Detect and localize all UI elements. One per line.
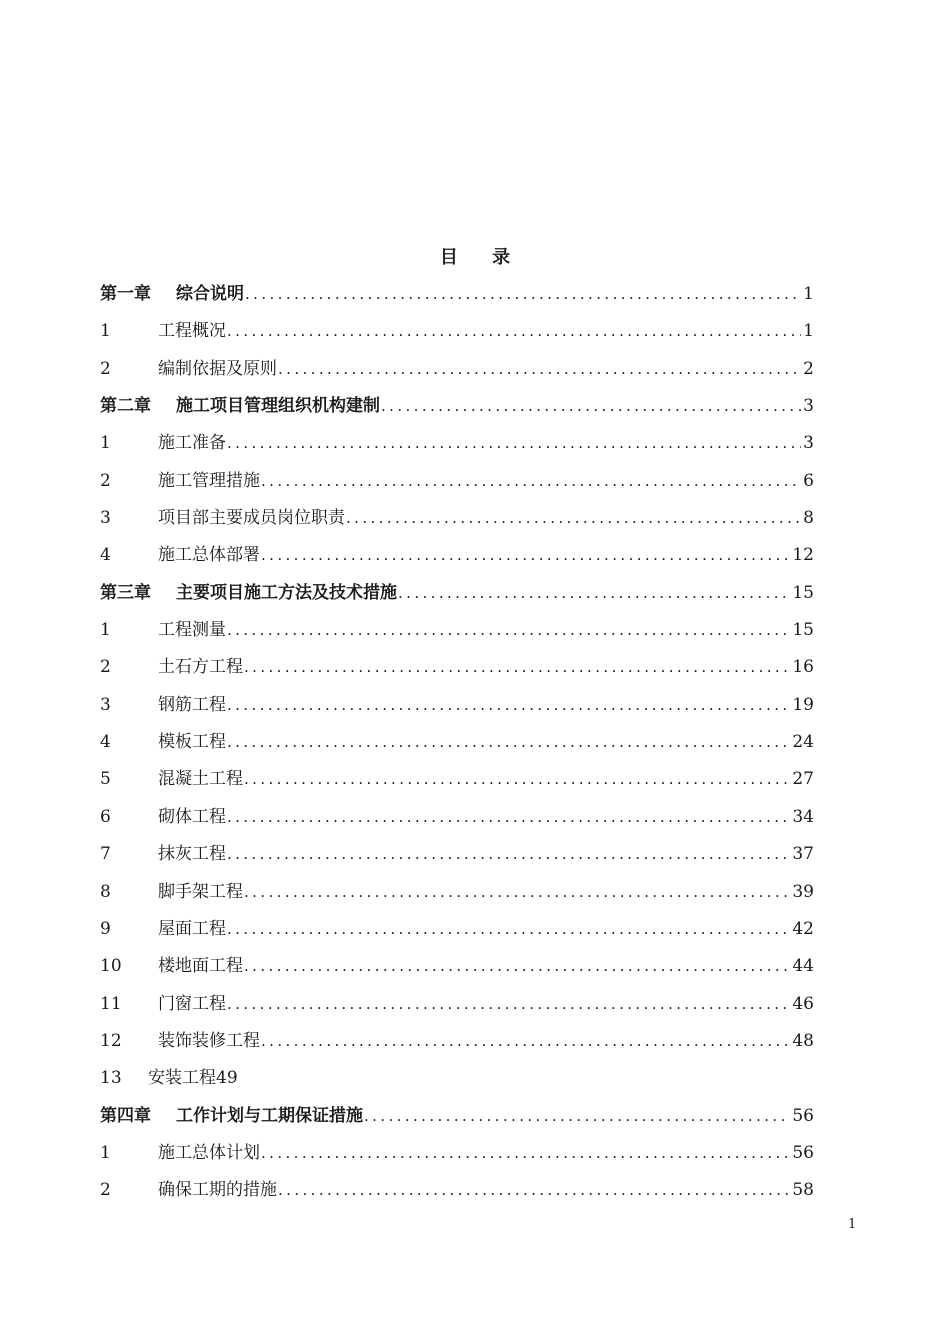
toc-entry-number: 4 bbox=[100, 545, 111, 566]
toc-dot-leader bbox=[244, 948, 790, 985]
toc-dot-leader bbox=[244, 649, 790, 686]
toc-entry-row[interactable] bbox=[100, 836, 814, 873]
toc-entry-number: 1 bbox=[100, 433, 111, 454]
toc-entry-page: 46 bbox=[792, 993, 814, 1014]
toc-dot-leader bbox=[245, 276, 801, 313]
footer-page-number: 1 bbox=[848, 1217, 857, 1232]
toc-entry-label: 装饰装修工程 bbox=[158, 1030, 260, 1051]
toc-entry-label: 施工管理措施 bbox=[158, 470, 260, 491]
toc-entry-row[interactable] bbox=[100, 463, 814, 500]
toc-entry-page: 16 bbox=[792, 657, 814, 678]
toc-entry-number: 3 bbox=[100, 508, 111, 529]
toc-dot-leader bbox=[227, 986, 790, 1023]
toc-entry-row[interactable] bbox=[100, 537, 814, 574]
toc-entry-label: 安装工程49 bbox=[148, 1068, 238, 1089]
toc-dot-leader bbox=[244, 874, 790, 911]
toc-dot-leader bbox=[227, 687, 790, 724]
toc-entry-row[interactable] bbox=[100, 500, 814, 537]
toc-entry-row[interactable] bbox=[100, 351, 814, 388]
toc-entry-page: 42 bbox=[792, 918, 814, 939]
toc-entry-row[interactable] bbox=[100, 799, 814, 836]
toc-entry-page: 37 bbox=[792, 844, 814, 865]
toc-dot-leader bbox=[227, 612, 790, 649]
toc-entry-page: 3 bbox=[803, 396, 814, 417]
toc-dot-leader bbox=[227, 911, 790, 948]
toc-entry-page: 15 bbox=[792, 620, 814, 641]
toc-entry-label: 综合说明 bbox=[176, 284, 244, 304]
toc-entry-label: 确保工期的措施 bbox=[158, 1180, 277, 1201]
toc-dot-leader bbox=[398, 575, 790, 612]
toc-entry-page: 15 bbox=[792, 582, 814, 603]
toc-dot-leader bbox=[261, 1023, 790, 1060]
toc-entry-row[interactable] bbox=[100, 612, 814, 649]
toc-entry-row[interactable] bbox=[100, 1023, 814, 1060]
toc-entry-number: 第四章 bbox=[100, 1105, 151, 1126]
toc-entry-label: 施工准备 bbox=[158, 433, 226, 454]
toc-entry-number: 6 bbox=[100, 806, 111, 827]
toc-entry-number: 7 bbox=[100, 844, 111, 865]
toc-entry-label: 砌体工程 bbox=[158, 806, 226, 827]
toc-entry-page: 39 bbox=[792, 881, 814, 902]
toc-entry-page: 1 bbox=[803, 321, 814, 342]
toc-entry-number: 9 bbox=[100, 918, 111, 939]
toc-dot-leader bbox=[261, 1135, 790, 1172]
toc-entry-page: 2 bbox=[803, 358, 814, 379]
toc-dot-leader bbox=[244, 761, 790, 798]
toc-entry-number: 第三章 bbox=[100, 582, 151, 603]
toc-entry-row[interactable] bbox=[100, 724, 814, 761]
toc-list bbox=[100, 276, 814, 1210]
toc-chapter-row[interactable] bbox=[100, 575, 814, 612]
toc-entry-label: 施工总体部署 bbox=[158, 545, 260, 566]
toc-entry-page: 44 bbox=[792, 956, 814, 977]
toc-dot-leader bbox=[278, 351, 801, 388]
toc-entry-page: 19 bbox=[792, 694, 814, 715]
toc-entry-label: 主要项目施工方法及技术措施 bbox=[176, 582, 397, 603]
toc-dot-leader bbox=[261, 537, 790, 574]
toc-dot-leader bbox=[227, 799, 790, 836]
toc-entry-number: 3 bbox=[100, 694, 111, 715]
toc-chapter-row[interactable] bbox=[100, 276, 814, 313]
toc-entry-row[interactable] bbox=[100, 313, 814, 350]
toc-entry-page: 12 bbox=[792, 545, 814, 566]
toc-entry-page: 6 bbox=[803, 470, 814, 491]
toc-dot-leader bbox=[227, 836, 790, 873]
toc-entry-label: 施工项目管理组织机构建制 bbox=[176, 396, 380, 417]
toc-entry-label: 工程测量 bbox=[158, 620, 226, 641]
toc-entry-page: 48 bbox=[792, 1030, 814, 1051]
toc-chapter-row[interactable] bbox=[100, 1098, 814, 1135]
toc-entry-row[interactable] bbox=[100, 425, 814, 462]
toc-dot-leader bbox=[346, 500, 801, 537]
toc-entry-row[interactable] bbox=[100, 649, 814, 686]
toc-entry-number: 1 bbox=[100, 321, 111, 342]
toc-entry-number: 8 bbox=[100, 881, 111, 902]
toc-entry-number: 2 bbox=[100, 470, 111, 491]
toc-entry-label: 模板工程 bbox=[158, 732, 226, 753]
toc-entry-number: 12 bbox=[100, 1030, 122, 1051]
toc-entry-label: 楼地面工程 bbox=[158, 956, 243, 977]
toc-entry-number: 10 bbox=[100, 956, 122, 977]
toc-dot-leader bbox=[227, 724, 790, 761]
toc-entry-number: 第一章 bbox=[100, 284, 151, 304]
toc-entry-label: 抹灰工程 bbox=[158, 844, 226, 865]
toc-entry-row[interactable] bbox=[100, 1060, 814, 1097]
toc-entry-row[interactable] bbox=[100, 1172, 814, 1209]
toc-entry-label: 编制依据及原则 bbox=[158, 358, 277, 379]
toc-dot-leader bbox=[261, 463, 801, 500]
toc-entry-label: 项目部主要成员岗位职责 bbox=[158, 508, 345, 529]
toc-entry-label: 脚手架工程 bbox=[158, 881, 243, 902]
toc-entry-page: 34 bbox=[792, 806, 814, 827]
toc-entry-row[interactable] bbox=[100, 911, 814, 948]
toc-entry-label: 工作计划与工期保证措施 bbox=[176, 1105, 363, 1126]
toc-entry-page: 24 bbox=[792, 732, 814, 753]
toc-dot-leader bbox=[364, 1098, 790, 1135]
toc-entry-page: 1 bbox=[803, 284, 814, 304]
toc-chapter-row[interactable] bbox=[100, 388, 814, 425]
toc-entry-number: 13 bbox=[100, 1068, 122, 1089]
toc-entry-label: 工程概况 bbox=[158, 321, 226, 342]
toc-entry-number: 2 bbox=[100, 657, 111, 678]
toc-entry-label: 土石方工程 bbox=[158, 657, 243, 678]
toc-dot-leader bbox=[278, 1172, 790, 1209]
toc-entry-page: 56 bbox=[792, 1105, 814, 1126]
toc-entry-number: 1 bbox=[100, 1142, 111, 1163]
toc-dot-leader bbox=[227, 425, 801, 462]
toc-entry-page: 3 bbox=[803, 433, 814, 454]
toc-entry-row[interactable] bbox=[100, 874, 814, 911]
toc-entry-row[interactable] bbox=[100, 687, 814, 724]
toc-entry-number: 2 bbox=[100, 358, 111, 379]
toc-dot-leader bbox=[227, 313, 801, 350]
toc-entry-number: 第二章 bbox=[100, 396, 151, 417]
toc-entry-page: 58 bbox=[792, 1180, 814, 1201]
toc-entry-label: 施工总体计划 bbox=[158, 1142, 260, 1163]
toc-dot-leader bbox=[381, 388, 801, 425]
toc-title: 目 录 bbox=[439, 247, 525, 268]
toc-entry-page: 27 bbox=[792, 769, 814, 790]
toc-entry-row[interactable] bbox=[100, 1135, 814, 1172]
toc-entry-row[interactable] bbox=[100, 761, 814, 798]
toc-entry-number: 5 bbox=[100, 769, 111, 790]
toc-entry-number: 4 bbox=[100, 732, 111, 753]
toc-entry-page: 8 bbox=[803, 508, 814, 529]
toc-entry-label: 钢筋工程 bbox=[158, 694, 226, 715]
toc-entry-page: 56 bbox=[792, 1142, 814, 1163]
toc-entry-number: 1 bbox=[100, 620, 111, 641]
toc-entry-label: 混凝土工程 bbox=[158, 769, 243, 790]
toc-entry-number: 2 bbox=[100, 1180, 111, 1201]
toc-entry-number: 11 bbox=[100, 993, 122, 1014]
toc-entry-label: 屋面工程 bbox=[158, 918, 226, 939]
toc-entry-row[interactable] bbox=[100, 986, 814, 1023]
toc-entry-row[interactable] bbox=[100, 948, 814, 985]
toc-entry-label: 门窗工程 bbox=[158, 993, 226, 1014]
